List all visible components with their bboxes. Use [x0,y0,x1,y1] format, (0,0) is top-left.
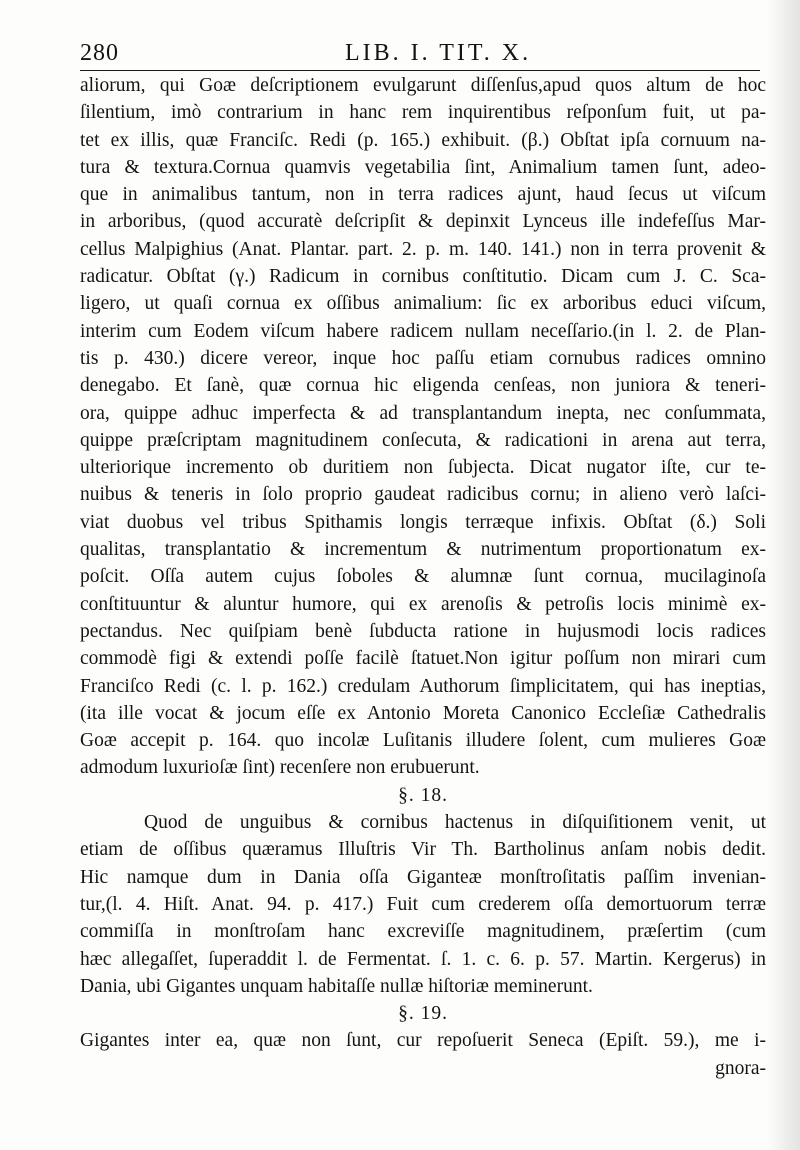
text-line: ulteriorique incremento ob duritiem non ſubjecta. Dicat nugator iſte, cur te- [80,457,766,479]
text-line: tura & textura.Cornua quamvis vegetabilia ſint, Animalium tamen ſunt, adeo- [80,156,766,178]
text-line: in arboribus, (quod accuratè deſcripſit & depinxit Lynceus ille indefeſſus Mar- [80,211,766,233]
text-line: viat duobus vel tribus Spithamis longis terræque infixis. Obſtat (δ.) Soli [80,511,766,533]
page-header [80,40,760,70]
text-line: Dania, ubi Gigantes unquam habitaſſe nullæ hiſtoriæ meminerunt. [80,975,593,997]
running-title: LIB. I. TIT. X. [345,40,532,66]
page-body [80,72,766,1082]
text-line: pectandus. Nec quiſpiam benè ſubducta ratione in hujusmodi locis radices [80,620,766,642]
text-line: commiſſa in monſtroſam hanc excreviſſe magnitudinem, præſertim (cum [80,921,766,943]
text-line: ora, quippe adhuc imperfecta & ad transplantandum inepta, nec conſummata, [80,402,766,424]
text-line: Franciſco Redi (c. l. p. 162.) credulam Authorum ſimplicitatem, qui has ineptias, [80,675,766,697]
text-line: tur,(l. 4. Hiſt. Anat. 94. p. 417.) Fuit cum crederem oſſa demortuorum terræ [80,893,766,915]
text-line: Hic namque dum in Dania oſſa Giganteæ monſtroſitatis paſſim invenian- [80,866,766,888]
page-number: 280 [80,40,119,66]
section-heading: §. 19. [398,1003,448,1025]
text-line: poſcit. Oſſa autem cujus ſoboles & alumnæ ſunt cornua, mucilaginoſa [80,566,766,588]
text-line: etiam de oſſibus quæramus Illuſtris Vir Th. Bartholinus anſam nobis dedit. [80,839,766,861]
text-line: nuibus & teneris in ſolo proprio gaudeat radicibus cornu; in alieno verò laſci- [80,484,766,506]
text-line: aliorum, qui Goæ deſcriptionem evulgarunt diſſenſus,apud quos altum de hoc [80,75,766,96]
text-line: quippe præſcriptam magnitudinem conſecuta, & radicationi in arena aut terra, [80,429,766,451]
text-line: conſtituuntur & aluntur humore, qui ex arenoſis & petroſis locis minimè ex- [80,593,766,615]
text-line: commodè figi & extendi poſſe facilè ſtatuet.Non igitur poſſum non mirari cum [80,648,766,670]
header-rule [80,70,760,71]
text-line: qualitas, transplantatio & incrementum & nutrimentum proportionatum ex- [80,539,766,561]
text-line: radicatur. Obſtat (γ.) Radicum in cornibus conſtitutio. Dicam cum J. C. Sca- [80,266,766,288]
catchword: gnora- [715,1057,766,1079]
text-line: Gigantes inter ea, quæ non ſunt, cur repoſuerit Seneca (Epiſt. 59.), me i- [80,1030,766,1052]
section-heading: §. 18. [398,784,448,806]
text-line: tet ex illis, quæ Franciſc. Redi (p. 165.) exhibuit. (β.) Obſtat ipſa cornuum na- [80,129,766,151]
text-line: denegabo. Et ſanè, quæ cornua hic eligenda cenſeas, non juniora & teneri- [80,375,766,397]
text-line: ſilentium, imò contrarium in hanc rem inquirentibus reſponſum fuit, ut pa- [80,102,766,124]
text-line: admodum luxurioſæ ſint) recenſere non erubuerunt. [80,757,480,779]
text-line: ligero, ut quaſi cornua ex oſſibus animalium: ſic ex arboribus educi viſcum, [80,293,766,315]
text-line: Quod de unguibus & cornibus hactenus in diſquiſitionem venit, ut [144,812,766,834]
text-line: Goæ accepit p. 164. quo incolæ Luſitanis illudere ſolent, cum mulieres Goæ [80,730,766,752]
text-line: hæc allegaſſet, ſuperaddit l. de Fermentat. ſ. 1. c. 6. p. 57. Martin. Kergerus) in [80,948,766,970]
text-line: (ita ille vocat & jocum eſſe ex Antonio Moreta Canonico Eccleſiæ Cathedralis [80,702,766,724]
text-line: cellus Malpighius (Anat. Plantar. part. 2. p. m. 140. 141.) non in terra provenit & [80,238,766,260]
text-line: tis p. 430.) dicere vereor, inque hoc paſſu etiam cornubus radices omnino [80,347,766,369]
text-line: interim cum Eodem viſcum habere radicem nullam neceſſario.(in l. 2. de Plan- [80,320,766,342]
text-line: que in animalibus tantum, non in terra radices ajunt, haud ſecus ut viſcum [80,184,766,206]
